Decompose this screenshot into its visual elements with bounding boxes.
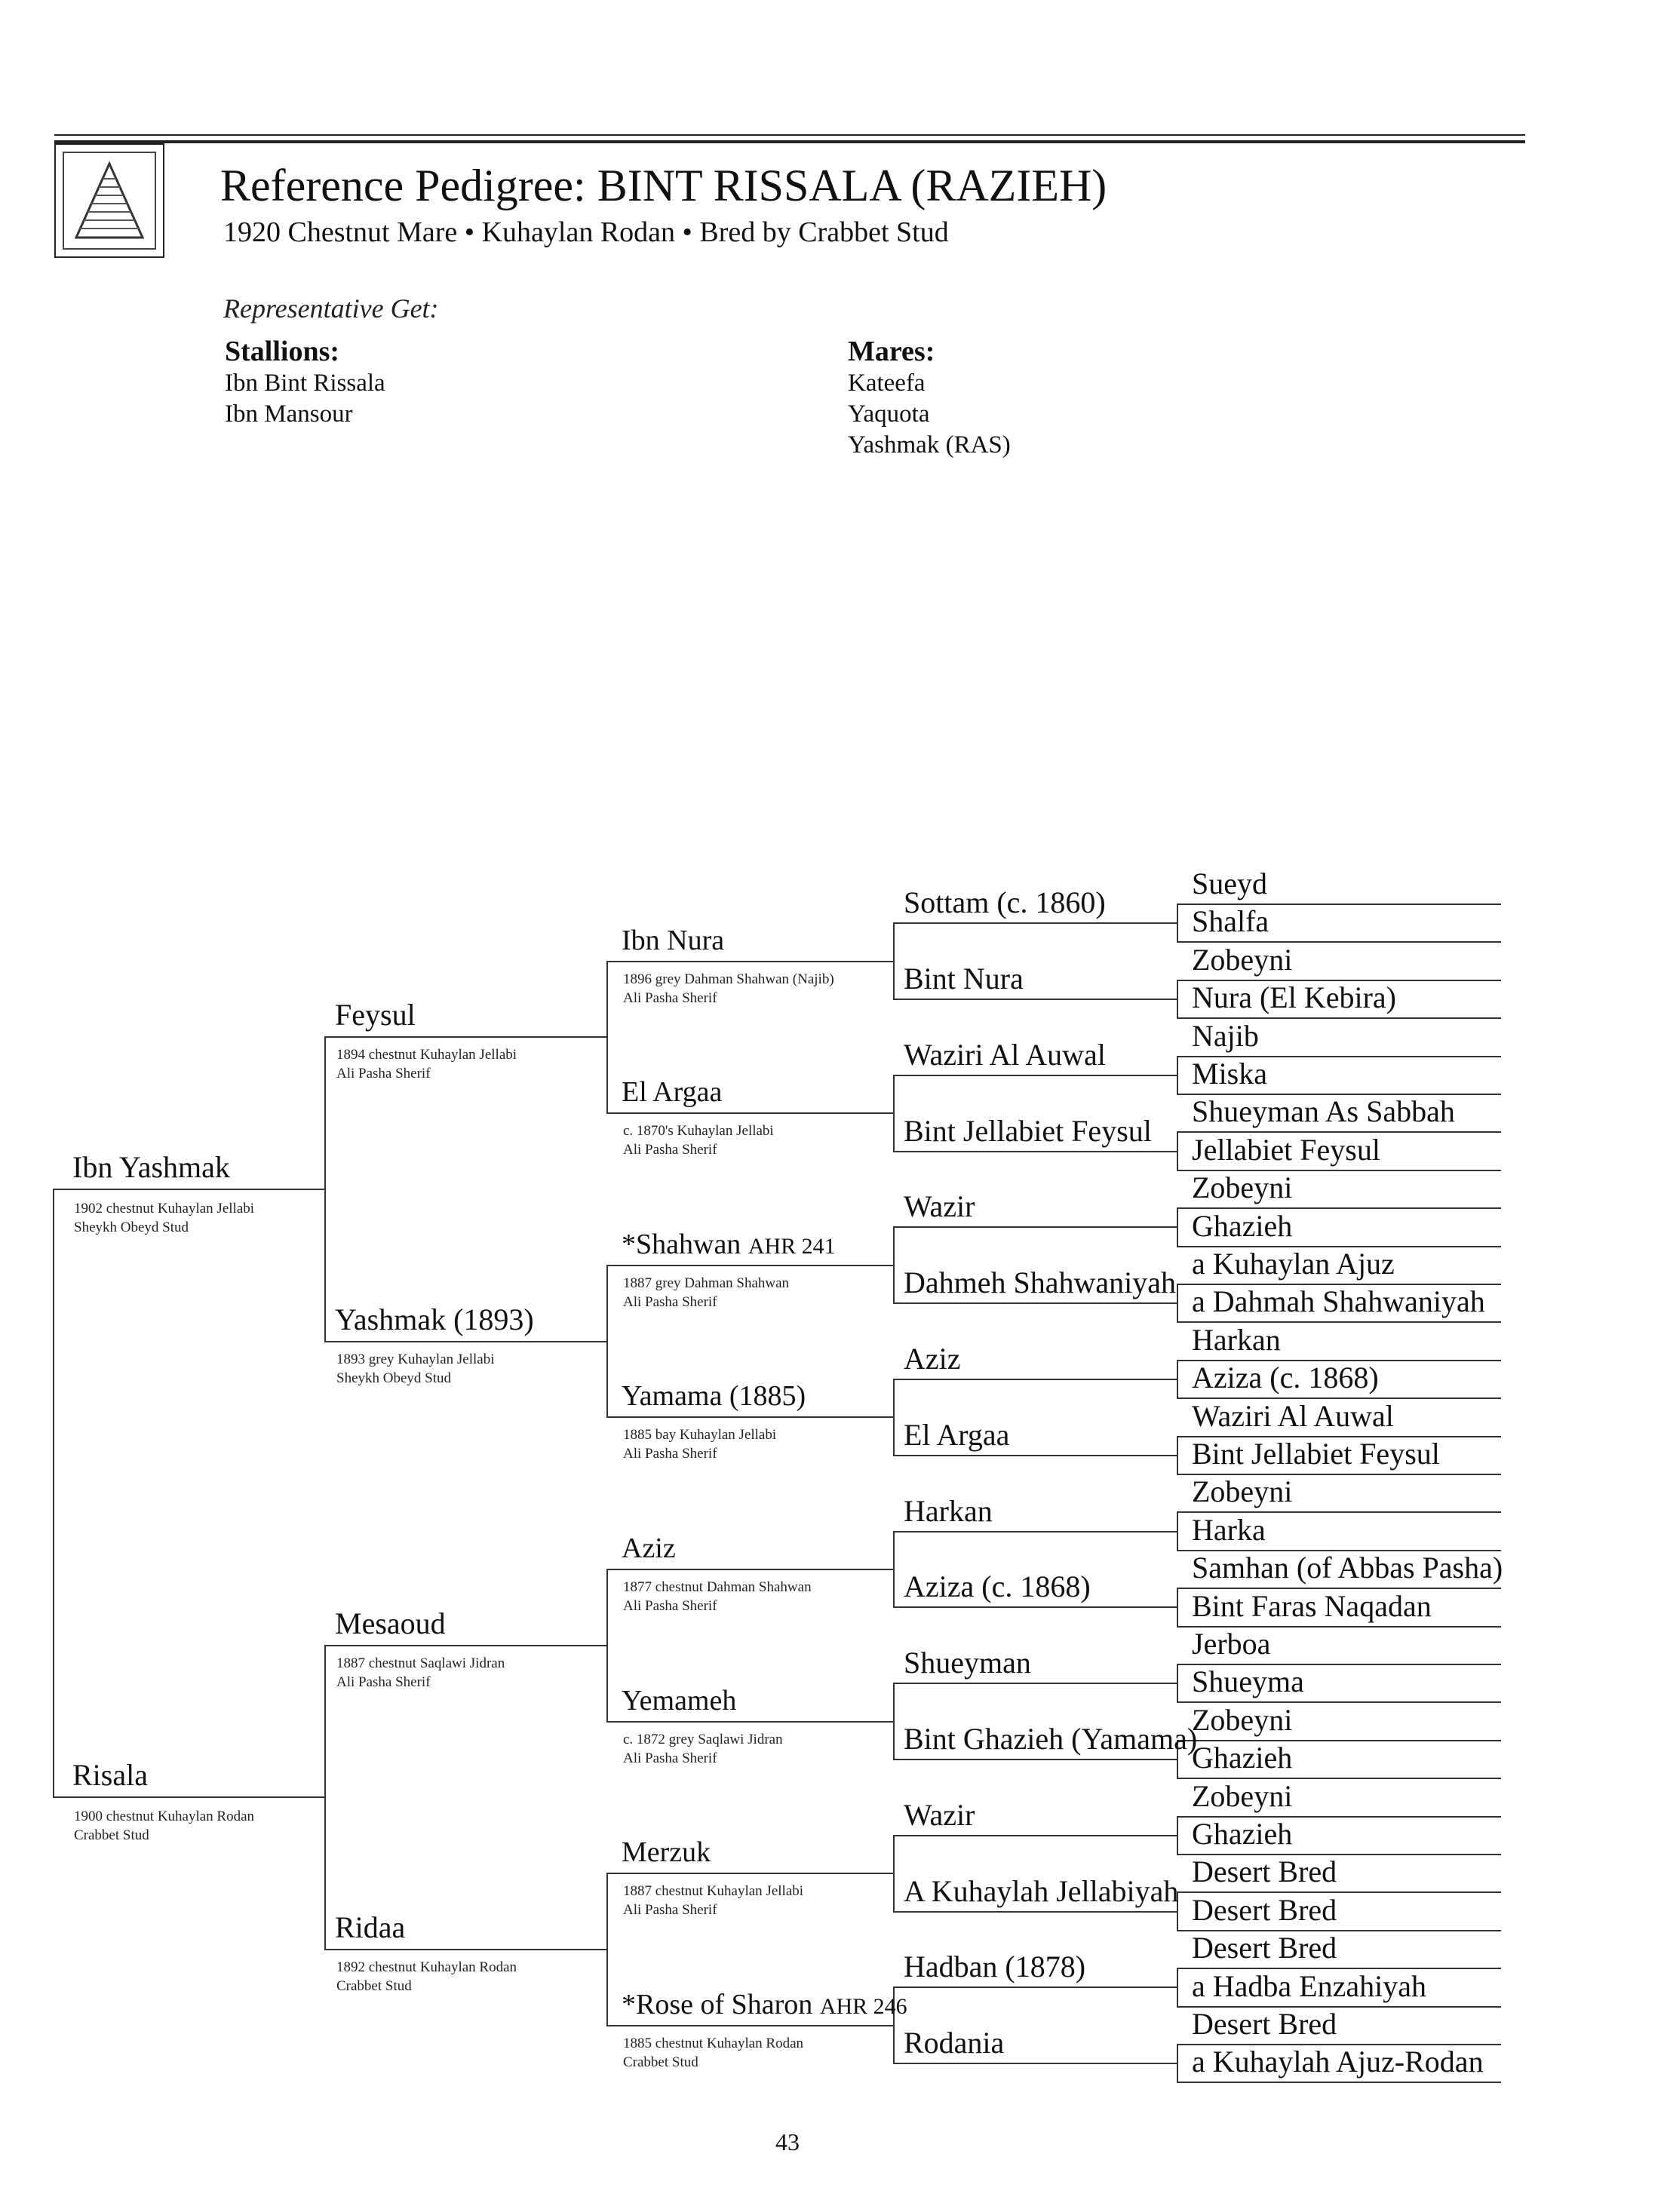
pedigree-name	[622, 925, 724, 956]
connector-line	[1177, 2044, 1178, 2082]
stallions-heading: Stallions:	[225, 336, 340, 367]
pedigree-name: Jerboa	[1192, 1627, 1271, 1661]
connector-line	[606, 1569, 893, 1570]
connector-line	[1177, 1968, 1178, 2005]
pedigree-name	[622, 1229, 836, 1262]
mare-item: Yaquota	[848, 400, 930, 428]
registration-number: AHR 246	[819, 1993, 907, 2019]
pedigree-name: Waziri Al Auwal	[1192, 1398, 1394, 1433]
horse-name: *Shahwan	[622, 1228, 741, 1260]
pedigree-detail: Ali Pasha Sherif	[623, 1598, 717, 1614]
connector-line	[1177, 1511, 1178, 1549]
connector-line	[324, 1036, 606, 1038]
connector-line	[606, 1265, 893, 1266]
pedigree-name: a Kuhaylah Ajuz-Rodan	[1192, 2045, 1484, 2079]
pedigree-name: Zobeyni	[1192, 1170, 1293, 1205]
pedigree-name: Ghazieh	[1192, 1817, 1293, 1851]
pedigree-name: a Dahmah Shahwaniyah	[1192, 1284, 1485, 1319]
pedigree-detail: Ali Pasha Sherif	[336, 1066, 431, 1082]
pedigree-detail: Crabbet Stud	[74, 1827, 149, 1844]
connector-line	[893, 1835, 1177, 1836]
pedigree-detail: Ali Pasha Sherif	[623, 1902, 717, 1919]
connector-line	[1177, 1436, 1178, 1474]
connector-line	[324, 1645, 606, 1646]
connector-line	[1177, 2082, 1501, 2083]
pedigree-detail: 1896 grey Dahman Shahwan (Najib)	[623, 971, 834, 987]
connector-line	[893, 2063, 1177, 2064]
pedigree-name: Jellabiet Feysul	[1192, 1132, 1380, 1167]
pedigree-name: El Argaa	[904, 1417, 1010, 1452]
horse-name: El Argaa	[622, 1076, 723, 1109]
pedigree-name	[622, 1380, 806, 1412]
pedigree-name: Zobeyni	[1192, 1702, 1293, 1737]
pedigree-name: Mesaoud	[335, 1606, 446, 1640]
pedigree-detail: c. 1872 grey Saqlawi Jidran	[623, 1731, 783, 1747]
connector-line	[606, 2025, 893, 2026]
pedigree-detail: Sheykh Obeyd Stud	[336, 1370, 451, 1386]
connector-line	[606, 1416, 893, 1418]
pedigree-detail: 1885 bay Kuhaylan Jellabi	[623, 1427, 777, 1443]
pedigree-name: Harkan	[904, 1493, 993, 1528]
page-number: 43	[775, 2128, 800, 2155]
connector-line	[1177, 1284, 1178, 1321]
pedigree-name: Desert Bred	[1192, 2007, 1337, 2041]
mare-item: Kateefa	[848, 370, 926, 397]
connector-line	[53, 1189, 324, 1190]
pedigree-name: Harkan	[1192, 1322, 1281, 1357]
connector-line	[53, 1189, 54, 1796]
connector-line	[1177, 1816, 1178, 1854]
connector-line	[606, 1873, 608, 2025]
pedigree-detail: 1877 chestnut Dahman Shahwan	[623, 1579, 812, 1595]
connector-line	[893, 1226, 895, 1302]
pedigree-name: Sottam (c. 1860)	[904, 885, 1106, 920]
connector-line	[1177, 1360, 1178, 1397]
connector-line	[53, 1796, 324, 1798]
connector-line	[893, 1987, 1177, 1988]
connector-line	[606, 1265, 608, 1417]
pedigree-name: Shueyman	[904, 1646, 1031, 1680]
pedigree-name: Waziri Al Auwal	[904, 1037, 1106, 1072]
pedigree-name: Feysul	[335, 998, 416, 1032]
pedigree-name: Aziz	[904, 1342, 961, 1376]
connector-line	[893, 1379, 1177, 1380]
connector-line	[1177, 1207, 1178, 1245]
pedigree-name: Aziza (c. 1868)	[1192, 1361, 1379, 1395]
horse-name: Yamama (1885)	[622, 1380, 806, 1413]
pedigree-detail: Crabbet Stud	[623, 2054, 698, 2070]
pedigree-detail: 1894 chestnut Kuhaylan Jellabi	[336, 1047, 517, 1063]
pedigree-name: Bint Jellabiet Feysul	[1192, 1437, 1440, 1471]
connector-line	[893, 1075, 1177, 1076]
pedigree-name: Najib	[1192, 1018, 1259, 1053]
pedigree-name	[622, 1532, 676, 1564]
connector-line	[606, 1569, 608, 1721]
connector-line	[893, 1683, 1177, 1684]
connector-line	[324, 1341, 606, 1342]
connector-line	[893, 1835, 895, 1911]
pedigree-name	[622, 1076, 722, 1108]
pedigree-detail: Ali Pasha Sherif	[623, 1750, 717, 1766]
connector-line	[893, 1379, 895, 1455]
pedigree-detail: 1887 chestnut Kuhaylan Jellabi	[623, 1883, 804, 1900]
connector-line	[893, 1226, 1177, 1228]
pedigree-detail: 1887 grey Dahman Shahwan	[623, 1275, 790, 1291]
connector-line	[893, 1683, 895, 1759]
connector-line	[606, 1873, 893, 1874]
pedigree-name: Bint Jellabiet Feysul	[904, 1113, 1152, 1148]
representative-get-heading: Representative Get:	[223, 293, 439, 324]
connector-line	[893, 1531, 1177, 1532]
pedigree-detail: 1885 chestnut Kuhaylan Rodan	[623, 2035, 804, 2051]
pedigree-name: Zobeyni	[1192, 942, 1293, 977]
pedigree-name: Desert Bred	[1192, 1931, 1337, 1965]
pedigree-name: Wazir	[904, 1189, 975, 1224]
horse-name: Ibn Nura	[622, 924, 725, 956]
pedigree-name: Samhan (of Abbas Pasha)	[1192, 1551, 1503, 1585]
connector-line	[1177, 980, 1178, 1017]
pedigree-name: Shalfa	[1192, 904, 1269, 939]
connector-line	[324, 1645, 326, 1949]
page-subtitle: 1920 Chestnut Mare • Kuhaylan Rodan • Bred by Crabbet Stud	[223, 216, 949, 248]
page-title: Reference Pedigree: BINT RISSALA (RAZIEH)	[220, 161, 1107, 210]
connector-line	[893, 999, 1177, 1000]
connector-line	[324, 1036, 326, 1340]
connector-line	[1177, 1664, 1178, 1701]
mares-heading: Mares:	[848, 336, 935, 367]
pedigree-detail: Ali Pasha Sherif	[336, 1674, 431, 1690]
connector-line	[893, 1302, 1177, 1304]
pedigree-detail: c. 1870's Kuhaylan Jellabi	[623, 1123, 774, 1140]
pedigree-name: Ibn Yashmak	[72, 1150, 230, 1184]
pedigree-name: Miska	[1192, 1057, 1267, 1091]
pedigree-name: Ghazieh	[1192, 1208, 1293, 1243]
connector-line	[893, 922, 895, 999]
horse-name: Yemameh	[622, 1684, 737, 1717]
connector-line	[893, 1151, 1177, 1152]
pedigree-name: Bint Faras Naqadan	[1192, 1588, 1432, 1623]
pedigree-name	[622, 1685, 736, 1717]
pedigree-detail: Sheykh Obeyd Stud	[74, 1220, 189, 1235]
pedigree-name	[622, 1836, 711, 1868]
pedigree-name: Zobeyni	[1192, 1778, 1293, 1813]
pedigree-name: Hadban (1878)	[904, 1950, 1086, 1984]
mare-item: Yashmak (RAS)	[848, 431, 1011, 459]
pedigree-name: Dahmeh Shahwaniyah	[904, 1266, 1177, 1300]
connector-line	[893, 1606, 1177, 1608]
horse-name: Merzuk	[622, 1836, 711, 1869]
connector-line	[324, 1949, 606, 1950]
horse-name: Aziz	[622, 1532, 676, 1564]
connector-line	[893, 922, 1177, 924]
connector-line	[1177, 1588, 1178, 1625]
connector-line	[893, 1911, 1177, 1913]
pedigree-name: Ridaa	[335, 1910, 406, 1944]
pedigree-name: Harka	[1192, 1512, 1266, 1547]
pedigree-detail: Ali Pasha Sherif	[623, 1293, 717, 1310]
connector-line	[1177, 1056, 1178, 1094]
pedigree-name: Desert Bred	[1192, 1892, 1337, 1927]
connector-line	[893, 1455, 1177, 1456]
pedigree-name: Shueyma	[1192, 1664, 1304, 1699]
pedigree-detail: 1902 chestnut Kuhaylan Jellabi	[74, 1201, 255, 1216]
pedigree-detail: Crabbet Stud	[336, 1978, 412, 1994]
pedigree-name: Rodania	[904, 2026, 1005, 2060]
pedigree-name: Desert Bred	[1192, 1855, 1337, 1889]
pedigree-name: a Kuhaylan Ajuz	[1192, 1247, 1395, 1281]
pedigree-name: a Hadba Enzahiyah	[1192, 1968, 1426, 2003]
pedigree-name: Risala	[72, 1758, 148, 1793]
connector-line	[1177, 904, 1178, 941]
pedigree-detail: 1893 grey Kuhaylan Jellabi	[336, 1351, 495, 1367]
connector-line	[606, 1721, 893, 1723]
pedigree-name: Ghazieh	[1192, 1741, 1293, 1775]
pedigree-name: Shueyman As Sabbah	[1192, 1094, 1455, 1129]
pedigree-name: Wazir	[904, 1797, 975, 1832]
pedigree-detail: Ali Pasha Sherif	[623, 1446, 717, 1462]
connector-line	[606, 961, 893, 962]
pedigree-name: Yashmak (1893)	[335, 1302, 534, 1336]
pedigree-detail: 1900 chestnut Kuhaylan Rodan	[74, 1809, 255, 1825]
stallion-item: Ibn Bint Rissala	[225, 370, 385, 397]
connector-line	[606, 961, 608, 1113]
pedigree-name: Zobeyni	[1192, 1474, 1293, 1509]
connector-line	[606, 1112, 893, 1114]
registration-number: AHR 241	[748, 1233, 836, 1259]
pedigree-name: Bint Ghazieh (Yamama)	[904, 1722, 1198, 1756]
connector-line	[893, 1075, 895, 1151]
connector-line	[893, 1759, 1177, 1760]
pedigree-name: Nura (El Kebira)	[1192, 980, 1396, 1015]
stallion-item: Ibn Mansour	[225, 400, 353, 428]
pedigree-detail: Ali Pasha Sherif	[623, 989, 717, 1006]
pedigree-name: Sueyd	[1192, 867, 1267, 900]
pedigree-name: Aziza (c. 1868)	[904, 1569, 1091, 1604]
pedigree-detail: 1887 chestnut Saqlawi Jidran	[336, 1655, 505, 1671]
connector-line	[893, 1531, 895, 1607]
horse-name: *Rose of Sharon	[622, 1988, 813, 2020]
pedigree-name	[622, 1989, 907, 2023]
pedigree-detail: Ali Pasha Sherif	[623, 1142, 717, 1158]
pedigree-detail: 1892 chestnut Kuhaylan Rodan	[336, 1959, 517, 1975]
connector-line	[1177, 1131, 1178, 1169]
pedigree-name: A Kuhaylah Jellabiyah	[904, 1873, 1179, 1908]
pedigree-name: Bint Nura	[904, 962, 1024, 996]
